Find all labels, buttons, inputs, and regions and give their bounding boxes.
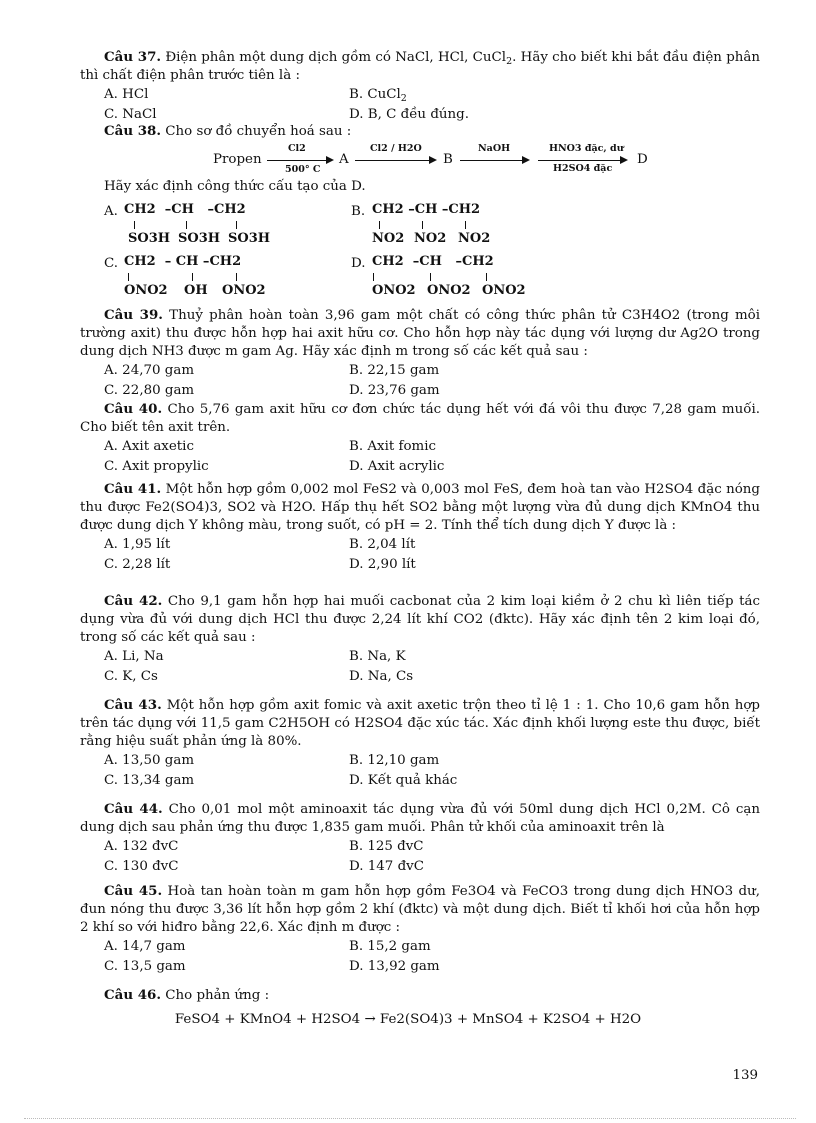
bond <box>186 221 187 229</box>
option-b: B. Axit fomic <box>349 439 436 454</box>
arrow-label: NaOH <box>478 143 511 154</box>
group: SO3H <box>178 231 221 246</box>
option-d: D. 13,92 gam <box>349 959 440 974</box>
structure-formula: CH2 – CH –CH2 <box>124 254 242 269</box>
option-c: C. 2,28 lít <box>104 557 171 572</box>
reaction-equation: FeSO4 + KMnO4 + H2SO4 → Fe2(SO4)3 + MnSO4 + K2SO4 + H2O <box>174 1012 642 1027</box>
group: ONO2 <box>124 283 168 298</box>
option-a: A. 1,95 lít <box>104 537 171 552</box>
bond <box>379 221 380 229</box>
reaction-arrow <box>267 160 332 161</box>
option-a: A. Li, Na <box>104 649 164 664</box>
option-a: A. 14,7 gam <box>104 939 186 954</box>
scheme-start: Propen <box>213 152 262 167</box>
arrow-label: Cl2 <box>288 143 306 154</box>
page-number: 139 <box>732 1068 758 1083</box>
option-b: B. 2,04 lít <box>349 537 416 552</box>
bond <box>465 221 466 229</box>
reaction-arrow <box>355 160 435 161</box>
question-43 <box>80 696 760 791</box>
question-39 <box>80 306 760 401</box>
option-d: D. B, C đều đúng. <box>349 107 469 122</box>
option-a: A. 132 đvC <box>104 839 179 854</box>
page-border <box>24 1118 796 1119</box>
bond <box>422 221 423 229</box>
question-38-ask <box>80 178 760 196</box>
option-b: B. <box>351 204 366 219</box>
question-text: Hãy xác định công thức cấu tạo của D. <box>104 179 366 194</box>
question-42 <box>80 592 760 687</box>
question-text: Cho phản ứng : <box>161 988 270 1003</box>
option-c: C. <box>104 256 119 271</box>
bond <box>236 273 237 281</box>
question-label: Câu 41. <box>104 481 162 497</box>
reaction-arrow <box>460 160 528 161</box>
subscript: 2 <box>506 56 513 67</box>
option-d: D. Axit acrylic <box>349 459 445 474</box>
bond <box>236 221 237 229</box>
option-c: C. 22,80 gam <box>104 383 195 398</box>
question-label: Câu 45. <box>104 883 163 899</box>
question-label: Câu 46. <box>104 987 162 1003</box>
group: SO3H <box>128 231 171 246</box>
option-a: A. 13,50 gam <box>104 753 195 768</box>
question-44 <box>80 800 760 877</box>
option-c: C. K, Cs <box>104 669 158 684</box>
group: NO2 <box>458 231 491 246</box>
option-c: C. 130 đvC <box>104 859 179 874</box>
question-37 <box>80 48 760 125</box>
bond <box>128 273 129 281</box>
bond <box>192 273 193 281</box>
structure-formula: CH2 –CH –CH2 <box>372 202 481 217</box>
option-d: D. Na, Cs <box>349 669 414 684</box>
question-40 <box>80 400 760 477</box>
group: ONO2 <box>372 283 416 298</box>
question-text: Thuỷ phân hoàn toàn 3,96 gam một chất có công thức phân tử C3H4O2 (trong môi trường axit) thu được hỗn hợp hai axit hữu cơ. Cho hỗn hợp này tác dụng với lượng dư Ag2O trong dung dịch NH3 được m gam Ag. Hãy xác định m trong số các kết quả sau : <box>80 308 761 359</box>
question-label: Câu 38. <box>104 123 162 139</box>
option-c: C. 13,5 gam <box>104 959 186 974</box>
scheme-D: D <box>637 152 648 167</box>
question-45 <box>80 882 760 977</box>
option-b: B. 125 đvC <box>349 839 424 854</box>
option-b: B. 12,10 gam <box>349 753 440 768</box>
option-b: B. 15,2 gam <box>349 939 431 954</box>
question-text: Một hỗn hợp gồm 0,002 mol FeS2 và 0,003 mol FeS, đem hoà tan vào H2SO4 đặc nóng thu được Fe2(SO4)3, SO2 và H2O. Hấp thụ hết SO2 bằng một lượng vừa đủ dung dịch KMnO4 thu được dung dịch Y không màu, trong suốt, có pH = 2. Tính thể tích dung dịch Y được là : <box>80 482 760 533</box>
question-label: Câu 39. <box>104 307 163 323</box>
scheme-B: B <box>443 152 453 167</box>
group: ONO2 <box>427 283 471 298</box>
option-a: A. Axit axetic <box>104 439 194 454</box>
group: SO3H <box>228 231 271 246</box>
bond <box>430 273 431 281</box>
question-text: Điện phân một dung dịch gồm có NaCl, HCl, CuCl <box>161 50 507 65</box>
question-text: Một hỗn hợp gồm axit fomic và axit axetic trộn theo tỉ lệ 1 : 1. Cho 10,6 gam hỗn hợp trên tác dụng với 11,5 gam C2H5OH có H2SO4 đặc xúc tác. Xác định khối lượng este thu được, biết rằng hiệu suất phản ứng là 80%. <box>80 698 760 749</box>
option-c: C. NaCl <box>104 107 157 122</box>
bond <box>373 273 374 281</box>
question-label: Câu 43. <box>104 697 162 713</box>
reaction-arrow <box>538 160 626 161</box>
question-text: Cho 0,01 mol một aminoaxit tác dụng vừa đủ với 50ml dung dịch HCl 0,2M. Cô cạn dung dịch sau phản ứng thu được 1,835 gam muối. Phân tử khối của aminoaxit trên là <box>80 802 760 835</box>
option-d: D. 147 đvC <box>349 859 424 874</box>
bond <box>486 273 487 281</box>
group: ONO2 <box>482 283 526 298</box>
option-a: A. <box>104 204 118 219</box>
option-a: A. 24,70 gam <box>104 363 195 378</box>
bond <box>134 221 135 229</box>
arrow-label: 500° C <box>285 164 321 175</box>
question-38 <box>80 122 760 141</box>
question-text: Cho sơ đồ chuyển hoá sau : <box>161 124 352 139</box>
question-text: . Hãy cho biết khi bắt đầu điện phân thì chất điện phân trước tiên là : <box>80 50 760 83</box>
question-text: Cho 9,1 gam hỗn hợp hai muối cacbonat của 2 kim loại kiềm ở 2 chu kì liên tiếp tác dụng vừa đủ với dung dịch HCl thu được 2,24 lít khí CO2 (đktc). Hãy xác định tên 2 kim loại đó, trong số các kết quả sau : <box>80 594 760 645</box>
option-b: B. CuCl$_2$ <box>349 87 407 104</box>
question-41 <box>80 480 760 575</box>
option-c: C. Axit propylic <box>104 459 209 474</box>
group: ONO2 <box>222 283 266 298</box>
option-d: D. Kết quả khác <box>349 773 458 788</box>
arrow-label: Cl2 / H2O <box>370 143 422 154</box>
option-b: B. Na, K <box>349 649 406 664</box>
question-text: Hoà tan hoàn toàn m gam hỗn hợp gồm Fe3O4 và FeCO3 trong dung dịch HNO3 dư, đun nóng thu được 3,36 lít hỗn hợp gồm 2 khí (đktc) và một dung dịch. Biết tỉ khối hơi của hỗn hợp 2 khí so với hiđro bằng 22,6. Xác định m được : <box>80 884 760 935</box>
option-d: D. <box>351 256 366 271</box>
option-b: B. 22,15 gam <box>349 363 440 378</box>
arrow-label: HNO3 đặc, dư <box>549 143 624 154</box>
scheme-A: A <box>339 152 349 167</box>
option-d: D. 2,90 lít <box>349 557 416 572</box>
question-label: Câu 40. <box>104 401 163 417</box>
question-label: Câu 42. <box>104 593 163 609</box>
question-label: Câu 37. <box>104 49 162 65</box>
option-a: A. HCl <box>104 87 149 102</box>
question-46 <box>80 986 760 1005</box>
structure-formula: CH2 –CH –CH2 <box>372 254 494 269</box>
structure-formula: CH2 –CH –CH2 <box>124 202 246 217</box>
group: NO2 <box>372 231 405 246</box>
question-label: Câu 44. <box>104 801 163 817</box>
group: NO2 <box>414 231 447 246</box>
option-c: C. 13,34 gam <box>104 773 195 788</box>
group: OH <box>184 283 208 298</box>
arrow-label: H2SO4 đặc <box>553 163 613 174</box>
question-text: Cho 5,76 gam axit hữu cơ đơn chức tác dụng hết với đá vôi thu được 7,28 gam muối. Cho biết tên axit trên. <box>80 402 760 435</box>
option-d: D. 23,76 gam <box>349 383 440 398</box>
